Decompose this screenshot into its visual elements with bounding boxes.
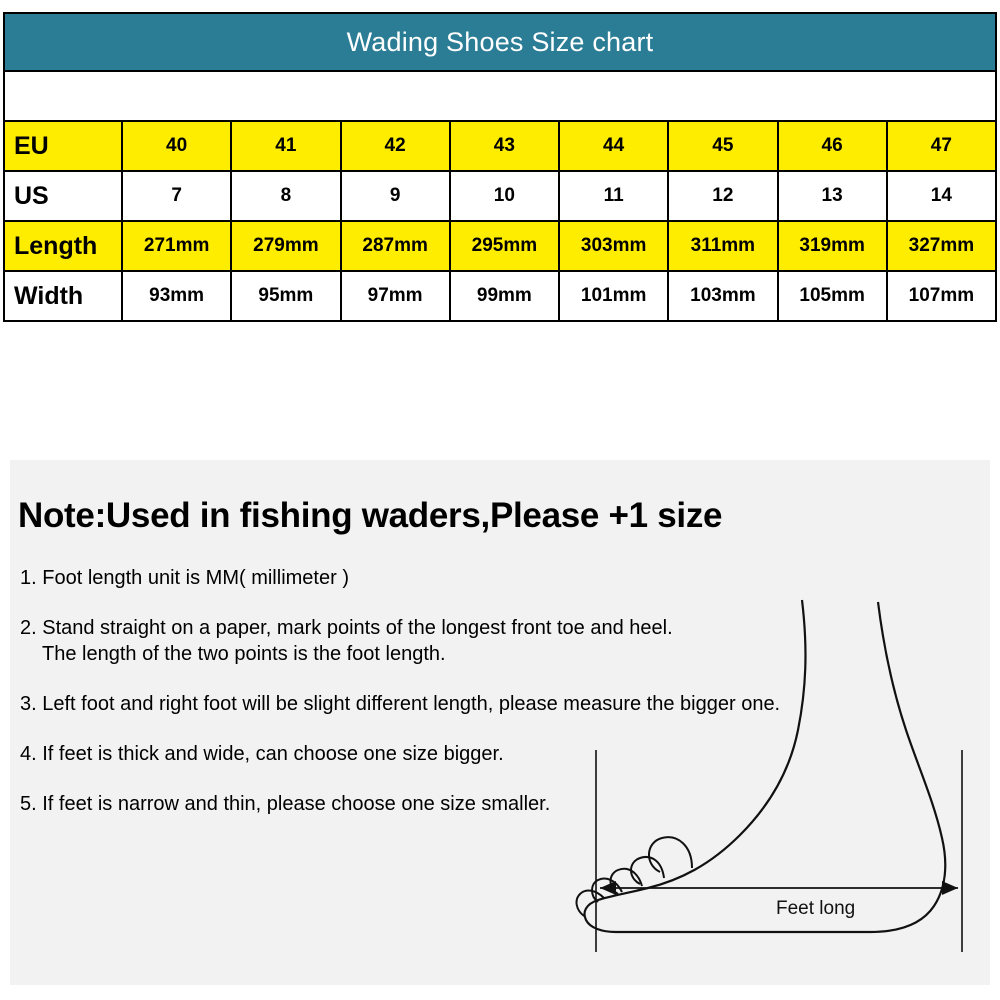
note-item-text: 4. If feet is thick and wide, can choose one size bigger. (20, 743, 504, 765)
cell-width-0: 93mm (122, 271, 231, 321)
foot-illustration-icon (570, 580, 990, 980)
cell-us-0: 7 (122, 171, 231, 221)
table-row (4, 221, 996, 271)
note-item-text: 1. Foot length unit is MM( millimeter ) (20, 567, 349, 589)
foot-length-label: Feet long (770, 898, 861, 920)
cell-eu-2: 42 (341, 121, 450, 171)
size-chart-container (3, 12, 997, 322)
note-item-subtext: The length of the two points is the foot length. (42, 643, 446, 665)
cell-width-1: 95mm (231, 271, 340, 321)
cell-us-7: 14 (887, 171, 996, 221)
cell-length-5: 311mm (668, 221, 777, 271)
table-spacer-row (4, 71, 996, 121)
foot-measurement-diagram (570, 580, 990, 980)
cell-width-7: 107mm (887, 271, 996, 321)
cell-width-4: 101mm (559, 271, 668, 321)
cell-length-0: 271mm (122, 221, 231, 271)
cell-length-2: 287mm (341, 221, 450, 271)
cell-length-3: 295mm (450, 221, 559, 271)
cell-width-3: 99mm (450, 271, 559, 321)
cell-width-2: 97mm (341, 271, 450, 321)
cell-us-2: 9 (341, 171, 450, 221)
row-label-eu: EU (4, 121, 122, 171)
cell-eu-5: 45 (668, 121, 777, 171)
table-title-row (4, 13, 996, 71)
chart-title: Wading Shoes Size chart (4, 13, 996, 71)
note-panel (10, 460, 990, 985)
cell-length-4: 303mm (559, 221, 668, 271)
cell-length-7: 327mm (887, 221, 996, 271)
cell-us-6: 13 (778, 171, 887, 221)
note-item-text: 5. If feet is narrow and thin, please choose one size smaller. (20, 793, 551, 815)
note-heading: Note:Used in fishing waders,Please +1 size (18, 496, 723, 535)
cell-length-6: 319mm (778, 221, 887, 271)
table-row (4, 171, 996, 221)
table-row (4, 121, 996, 171)
cell-us-1: 8 (231, 171, 340, 221)
row-label-length: Length (4, 221, 122, 271)
cell-width-6: 105mm (778, 271, 887, 321)
cell-eu-3: 43 (450, 121, 559, 171)
note-item-text: 3. Left foot and right foot will be slight different length, please measure the bigger one. (20, 693, 781, 715)
cell-eu-0: 40 (122, 121, 231, 171)
cell-us-3: 10 (450, 171, 559, 221)
cell-eu-6: 46 (778, 121, 887, 171)
cell-us-4: 11 (559, 171, 668, 221)
cell-length-1: 279mm (231, 221, 340, 271)
note-item-text: 2. Stand straight on a paper, mark points of the longest front toe and heel. (20, 617, 673, 639)
cell-width-5: 103mm (668, 271, 777, 321)
row-label-us: US (4, 171, 122, 221)
row-label-width: Width (4, 271, 122, 321)
spacer-cell (4, 71, 996, 121)
table-row (4, 271, 996, 321)
size-chart-table (3, 12, 997, 322)
cell-eu-4: 44 (559, 121, 668, 171)
cell-eu-1: 41 (231, 121, 340, 171)
cell-eu-7: 47 (887, 121, 996, 171)
cell-us-5: 12 (668, 171, 777, 221)
